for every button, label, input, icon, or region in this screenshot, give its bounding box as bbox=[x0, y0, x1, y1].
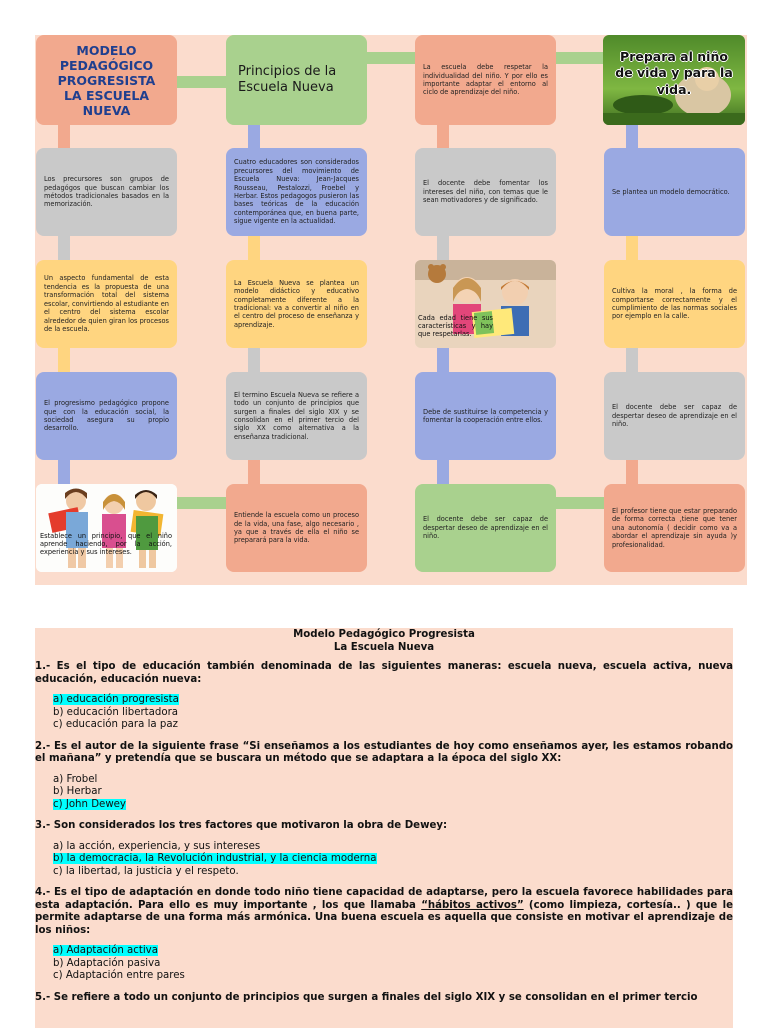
answer-option bbox=[53, 970, 733, 983]
main-title-line: MODELO bbox=[76, 42, 137, 58]
answer-option bbox=[53, 799, 733, 812]
answer-list bbox=[35, 694, 733, 732]
concept-box bbox=[604, 372, 745, 460]
connector bbox=[176, 76, 226, 88]
answer-text: b) educación libertadora bbox=[53, 706, 179, 718]
answer-text: c) Adaptación entre pares bbox=[53, 970, 185, 981]
question-text: 4.- Es el tipo de adaptación en donde todo niño tiene capacidad de adaptarse, pero la escuela favorece habilidades para esta adaptación. Para ello es muy importante , los que llamaba bbox=[35, 887, 733, 911]
connector bbox=[58, 124, 70, 150]
question-text: (como limpieza, cortesía.. ) que le permite adaptarse de una forma más armónica. Una buena escuela es aquella que consiste en motivar el aprendizaje de los niños: bbox=[35, 899, 733, 936]
principles-title-box bbox=[226, 35, 367, 125]
concept-text: El docente debe fomentar los intereses del niño, con temas que le sean motivadores y de significado. bbox=[423, 179, 548, 205]
connector bbox=[626, 236, 638, 262]
connector bbox=[58, 460, 70, 486]
answer-option bbox=[53, 774, 733, 787]
answer-text: a) Frobel bbox=[53, 773, 98, 785]
answer-text: c) John Dewey bbox=[53, 798, 126, 810]
principles-title-line: Escuela Nueva bbox=[238, 80, 334, 95]
answer-text: a) Adaptación activa bbox=[53, 945, 158, 956]
answer-list bbox=[35, 774, 733, 812]
connector bbox=[626, 124, 638, 150]
concept-box bbox=[226, 260, 367, 348]
concept-text: Cuatro educadores son considerados precursores del movimiento de Escuela Nueva: Jean-Jacques Rousseau, Pestalozzi, Froebel y Herbar. Estos pedagogos pusieron las bases teóricas de la educación contemporánea que, en buena parte, sigue vigente en la actualidad. bbox=[234, 158, 359, 226]
answer-list bbox=[35, 841, 733, 879]
concept-text: Un aspecto fundamental de esta tendencia es la propuesta de una transformación total del sistema escolar, convirtiendo al estudiante en el centro del sistema escolar alrededor de quien giran los procesos de la escuela. bbox=[44, 274, 169, 334]
concept-box bbox=[36, 372, 177, 460]
concept-box bbox=[604, 484, 745, 572]
connector bbox=[437, 348, 449, 374]
photo-caption: Cada edad tiene sus características y hay que respetarlas. bbox=[418, 314, 493, 339]
concept-text: El docente debe ser capaz de despertar deseo de aprendizaje en el niño. bbox=[612, 403, 737, 429]
concept-box bbox=[415, 372, 556, 460]
kids-reading-photo bbox=[415, 260, 556, 348]
connector bbox=[555, 497, 605, 509]
connector bbox=[437, 236, 449, 262]
connector bbox=[626, 348, 638, 374]
answer-text: a) la acción, experiencia, y sus intereses bbox=[53, 840, 261, 852]
question: 2.- Es el autor de la siguiente frase “Si enseñamos a los estudiantes de hoy como enseñamos ayer, les estamos robando el mañana” y pretendía que se buscara un método que se adaptara a la época del siglo XX: bbox=[35, 740, 733, 764]
question: 1.- Es el tipo de educación también denominada de las siguientes maneras: escuela nueva, escuela activa, nueva educación, educación nueva: bbox=[35, 661, 733, 685]
answer-option bbox=[53, 866, 733, 879]
concept-box bbox=[226, 372, 367, 460]
connector bbox=[58, 236, 70, 262]
answer-text: a) educación progresista bbox=[53, 694, 179, 705]
connector bbox=[248, 348, 260, 374]
question bbox=[35, 887, 733, 937]
connector bbox=[626, 460, 638, 486]
connector bbox=[248, 124, 260, 150]
answer-text: b) la democracia, la Revolución industrial, y la ciencia moderna bbox=[53, 853, 377, 864]
concept-text: La Escuela Nueva se plantea un modelo didáctico y educativo completamente diferente a la tradicional: va a convertir al niño en el centro del proceso de enseñanza y aprendizaje. bbox=[234, 278, 359, 329]
answer-option bbox=[53, 694, 733, 707]
answer-text: c) la libertad, la justicia y el respeto. bbox=[53, 865, 239, 877]
main-title-line: PEDAGÓGICO bbox=[59, 57, 154, 73]
concept-box bbox=[415, 148, 556, 236]
concept-box bbox=[604, 148, 745, 236]
answer-option bbox=[53, 719, 733, 732]
concept-box bbox=[36, 148, 177, 236]
concept-text: Debe de sustituirse la competencia y fomentar la cooperación entre ellos. bbox=[423, 407, 548, 424]
children-reading-photo bbox=[36, 484, 177, 572]
answer-option bbox=[53, 786, 733, 799]
main-title-line: PROGRESISTA bbox=[57, 72, 156, 88]
concept-box bbox=[226, 484, 367, 572]
quiz-title: Modelo Pedagógico Progresista bbox=[293, 629, 475, 640]
connector bbox=[555, 52, 605, 64]
prepara-caption: Prepara al niño de vida y para la vida. bbox=[615, 49, 733, 97]
concept-text: Se plantea un modelo democrático. bbox=[612, 187, 730, 196]
concept-text: Entiende la escuela como un proceso de la vida, una fase, algo necesario , ya que a través de ella el niño se preparará para la vida. bbox=[234, 511, 359, 545]
connector bbox=[437, 124, 449, 150]
answer-option bbox=[53, 945, 733, 958]
answer-text: c) educación para la paz bbox=[53, 719, 178, 730]
answer-text: b) Herbar bbox=[53, 786, 102, 797]
concept-box bbox=[604, 260, 745, 348]
concept-text: El docente debe ser capaz de despertar deseo de aprendizaje en el niño. bbox=[423, 515, 548, 541]
answer-option bbox=[53, 958, 733, 971]
quiz-section bbox=[35, 628, 733, 1028]
concept-text: Los precursores son grupos de pedagógos que buscan cambiar los métodos tradicionales basados en la memorización. bbox=[44, 175, 169, 209]
connector bbox=[366, 52, 416, 64]
connector bbox=[437, 460, 449, 486]
concept-text: El termino Escuela Nueva se refiere a todo un conjunto de principios que surgen a finales del siglo XIX y se consolidan en el primer tercio del siglo XX como alternativa a la enseñanza tradicional. bbox=[234, 390, 359, 441]
concept-text: La escuela debe respetar la individualidad del niño. Y por ello es importante adaptar el entorno al ciclo de aprendizaje del niño. bbox=[423, 63, 548, 97]
concept-text: El progresismo pedagógico propone que con la educación social, la sociedad asegura su propio desarrollo. bbox=[44, 399, 169, 433]
concept-text: El profesor tiene que estar preparado de forma correcta ,tiene que tener una autonomía ( decidir como va a abordar el aprendizaje sin ayuda )y profesionalidad. bbox=[612, 506, 737, 549]
quiz-subtitle: La Escuela Nueva bbox=[333, 642, 435, 653]
principles-title-line: Principios de la bbox=[238, 63, 337, 79]
connector bbox=[248, 236, 260, 262]
answer-option bbox=[53, 707, 733, 720]
question: 5.- Se refiere a todo un conjunto de principios que surgen a finales del siglo XIX y se consolidan en el primer tercio bbox=[35, 991, 698, 1003]
main-title-line: NUEVA bbox=[82, 102, 131, 118]
concept-box bbox=[415, 484, 556, 572]
concept-text: Cultiva la moral , la forma de comportarse correctamente y el cumplimiento de las normas sociales por ejemplo en la calle. bbox=[612, 287, 737, 321]
concept-box bbox=[226, 148, 367, 236]
main-title-box bbox=[36, 35, 177, 125]
question-highlight: “hábitos activos” bbox=[421, 899, 524, 911]
question: 3.- Son considerados los tres factores que motivaron la obra de Dewey: bbox=[35, 820, 448, 831]
answer-option bbox=[53, 841, 733, 854]
answer-text: b) Adaptación pasiva bbox=[53, 957, 161, 969]
concept-box bbox=[36, 260, 177, 348]
connector bbox=[176, 497, 226, 509]
concept-box bbox=[415, 35, 556, 125]
photo-caption: Establece un principio, que el niño aprende haciendo, por la acción, experiencia y sus intereses. bbox=[40, 532, 172, 557]
answer-list bbox=[35, 945, 733, 983]
answer-option bbox=[53, 853, 733, 866]
main-title-line: LA ESCUELA bbox=[63, 87, 150, 103]
prepara-photo bbox=[603, 35, 745, 125]
connector bbox=[58, 348, 70, 374]
connector bbox=[248, 460, 260, 486]
